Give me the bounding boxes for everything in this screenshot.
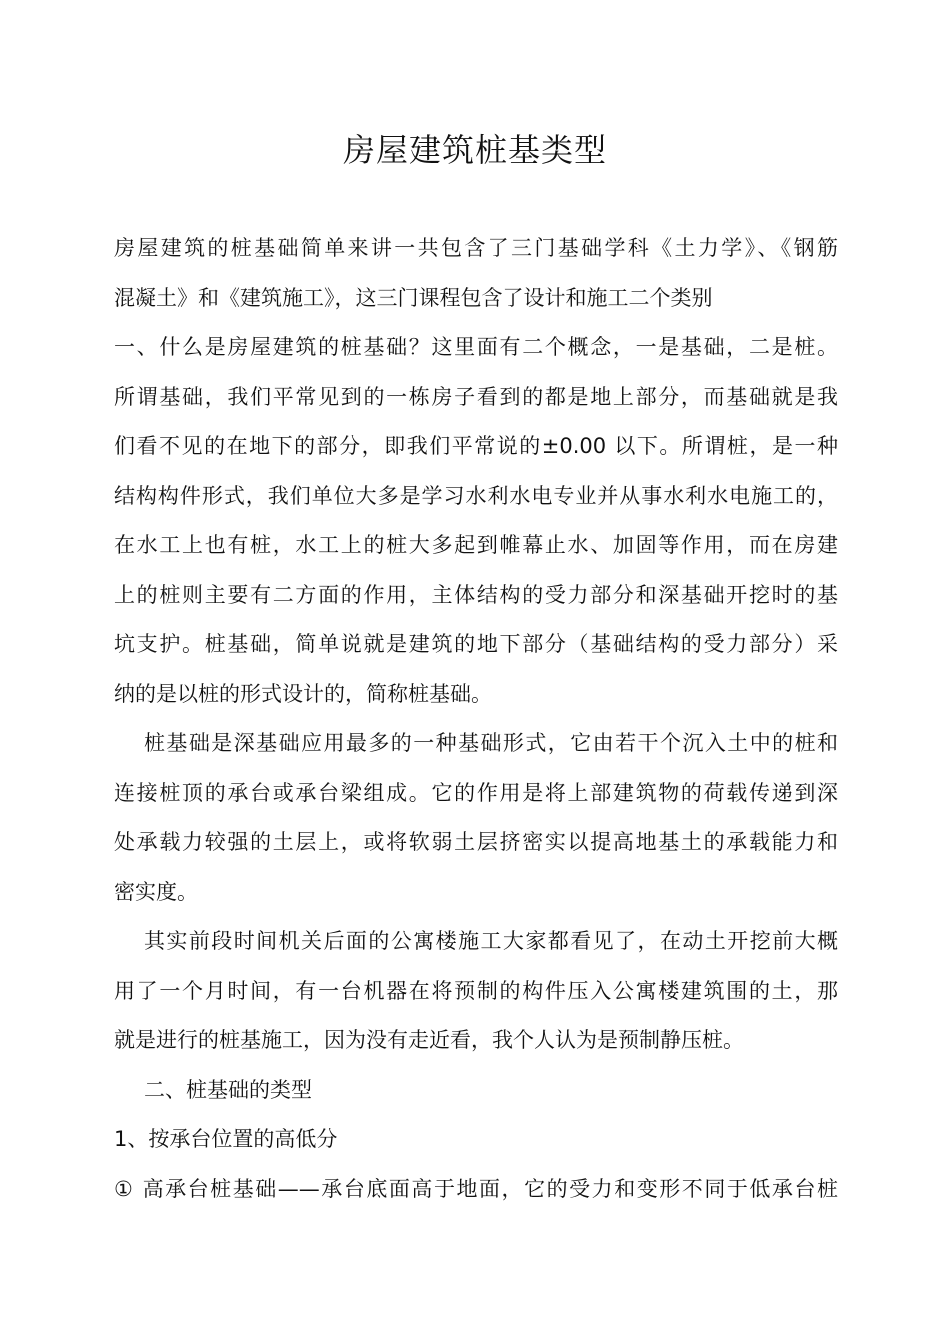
paragraph-line: 就是进行的桩基施工，因为没有走近看，我个人认为是预制静压桩。	[114, 1028, 744, 1052]
document-body	[114, 224, 838, 1214]
paragraph-line: 所谓基础，我们平常见到的一栋房子看到的都是地上部分，而基础就是我	[114, 384, 838, 409]
paragraph-line: 桩基础是深基础应用最多的一种基础形式，它由若干个沉入土中的桩和	[144, 731, 838, 755]
paragraph-line: 混凝土》和《建筑施工》，这三门课程包含了设计和施工二个类别	[114, 285, 713, 310]
subsection-heading: 1、按承台位置的高低分	[114, 1127, 338, 1151]
paragraph-line: 结构构件形式，我们单位大多是学习水利水电专业并从事水利水电施工的，	[114, 483, 838, 508]
paragraph-line: 处承载力较强的土层上，或将软弱土层挤密实以提高地基土的承载能力和	[114, 830, 838, 854]
section-heading: 二、桩基础的类型	[144, 1077, 312, 1102]
paragraph-line: 上的桩则主要有二方面的作用，主体结构的受力部分和深基础开挖时的基	[114, 582, 838, 607]
paragraph-line: 连接桩顶的承台或承台梁组成。它的作用是将上部建筑物的荷载传递到深	[114, 780, 838, 805]
list-item: ① 高承台桩基础——承台底面高于地面，它的受力和变形不同于低承台桩	[114, 1176, 838, 1201]
paragraph-line: 房屋建筑的桩基础简单来讲一共包含了三门基础学科《土力学》、《钢筋	[114, 236, 838, 260]
paragraph-line: 在水工上也有桩，水工上的桩大多起到帷幕止水、加固等作用，而在房建	[114, 533, 838, 557]
paragraph-line: 坑支护。桩基础，简单说就是建筑的地下部分（基础结构的受力部分）采	[114, 632, 838, 656]
paragraph-line: 用了一个月时间，有一台机器在将预制的构件压入公寓楼建筑围的土，那	[114, 978, 838, 1003]
paragraph-line: 其实前段时间机关后面的公寓楼施工大家都看见了，在动土开挖前大概	[144, 929, 838, 953]
paragraph-line: 一、什么是房屋建筑的桩基础？这里面有二个概念，一是基础，二是桩。	[114, 335, 838, 359]
document-title: 房屋建筑桩基类型	[342, 131, 607, 169]
paragraph-line: 们看不见的在地下的部分，即我们平常说的±0.00 以下。所谓桩，是一种	[114, 434, 838, 458]
paragraph-line: 密实度。	[114, 879, 198, 904]
paragraph-line: 纳的是以桩的形式设计的，简称桩基础。	[114, 681, 492, 706]
